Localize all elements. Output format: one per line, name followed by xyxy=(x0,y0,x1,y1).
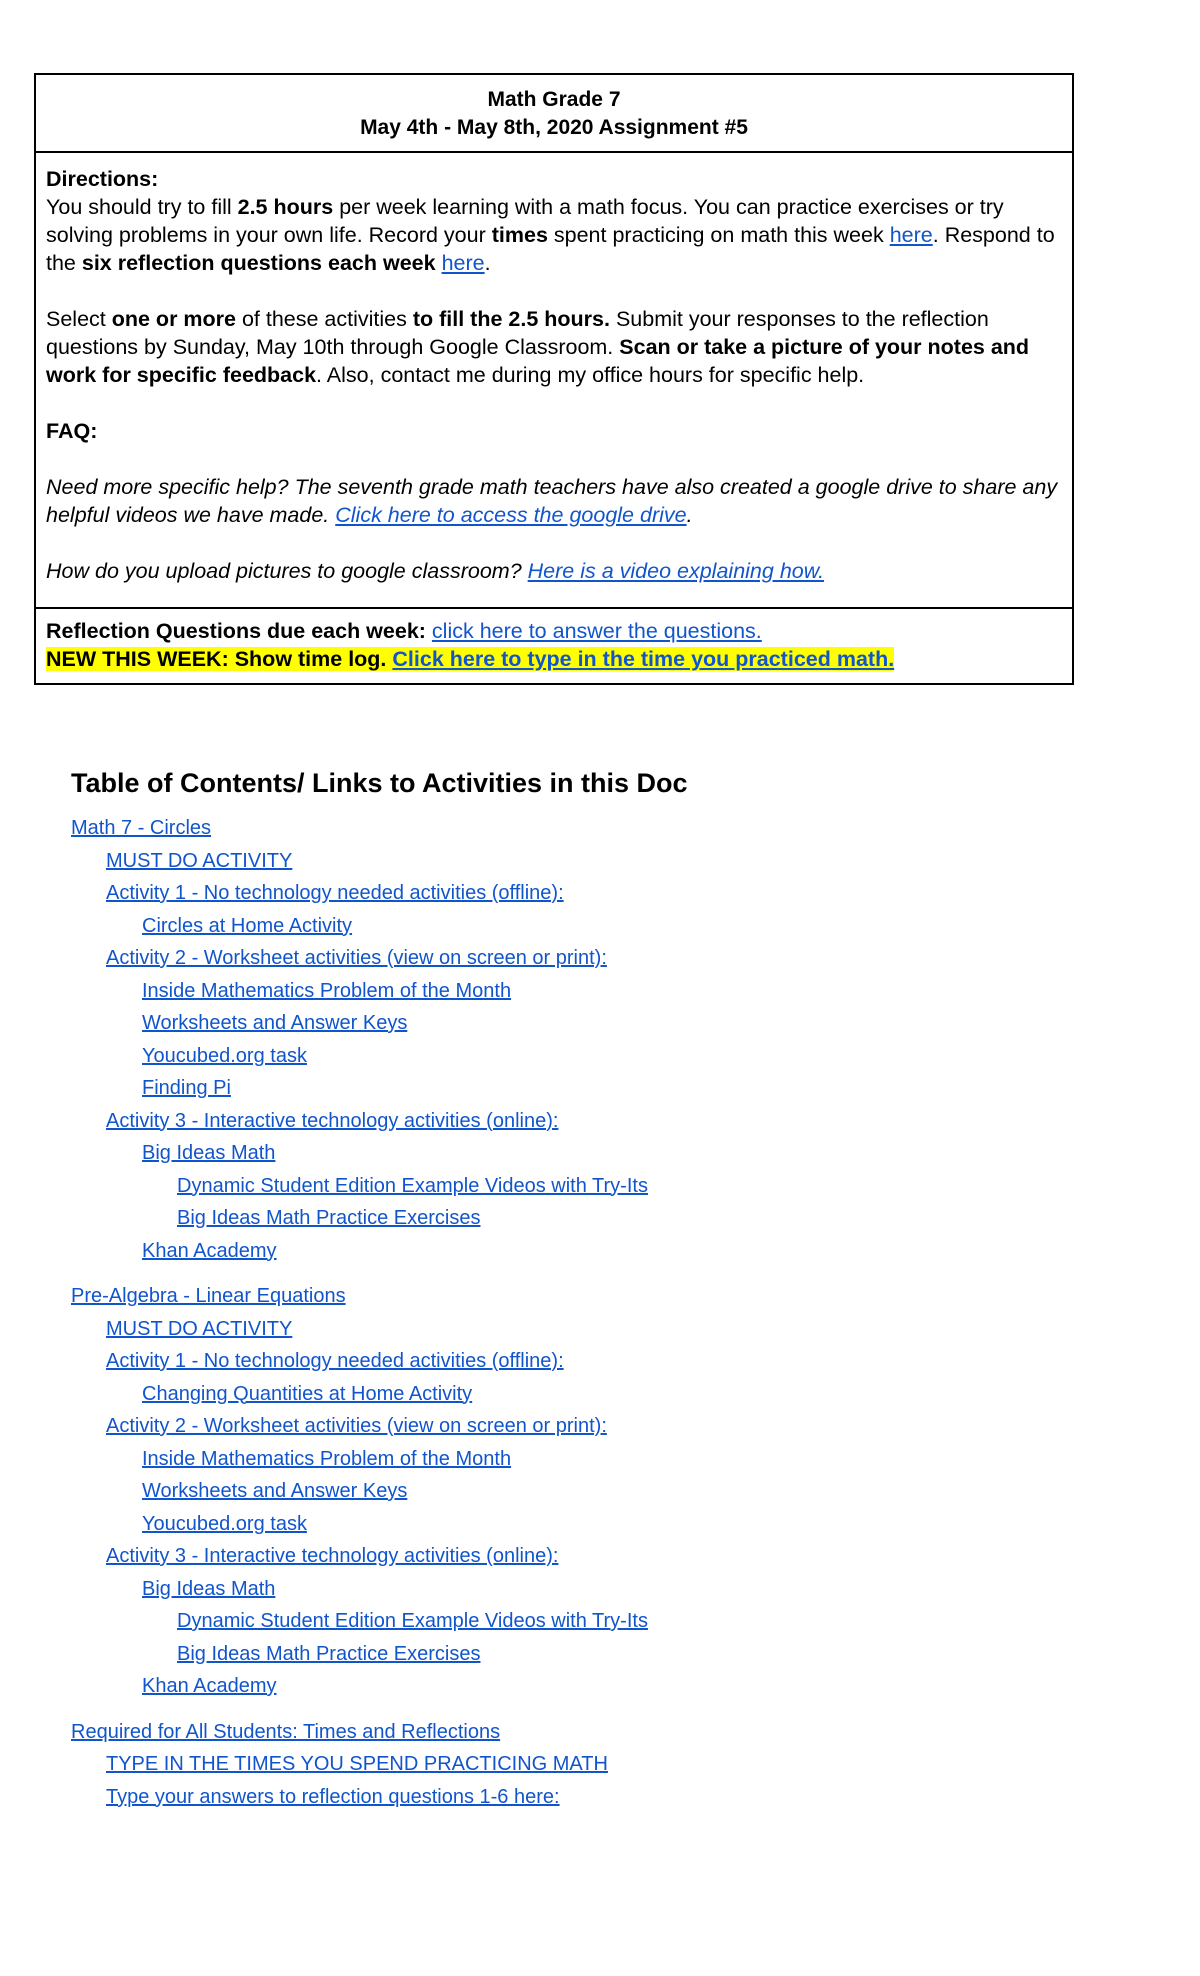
toc-item xyxy=(71,1072,1071,1105)
toc-link[interactable]: Big Ideas Math xyxy=(142,1577,276,1600)
toc-item xyxy=(71,942,1071,975)
directions-paragraph-2: Select one or more of these activities to fill the 2.5 hours. Submit your responses to the reflection questions by Sunday, May 10th through Google Classroom. Scan or take a picture of your notes and work for specific feedback. Also, contact me during my office hours for specific help. xyxy=(46,307,1030,387)
toc-item xyxy=(71,1573,1071,1606)
toc-link[interactable]: MUST DO ACTIVITY xyxy=(106,849,293,872)
reflection-questions-link[interactable]: here xyxy=(441,251,485,275)
toc-item xyxy=(71,1378,1071,1411)
toc-link[interactable]: Pre-Algebra - Linear Equations xyxy=(71,1285,346,1307)
toc-link[interactable]: Activity 1 - No technology needed activities (offline): xyxy=(106,882,564,904)
toc-item xyxy=(71,1040,1071,1073)
toc-link[interactable]: Activity 2 - Worksheet activities (view on screen or print): xyxy=(106,947,607,969)
toc-item xyxy=(71,1748,1071,1781)
toc-title: Table of Contents/ Links to Activities in this Doc xyxy=(71,768,688,798)
toc-link[interactable]: Worksheets and Answer Keys xyxy=(142,1012,408,1034)
toc-link[interactable]: Worksheets and Answer Keys xyxy=(142,1480,408,1502)
faq-item-google-drive: Need more specific help? The seventh grade math teachers have also created a google drive to share any helpful videos we have made. Click here to access the google drive. xyxy=(46,475,1058,527)
toc-item xyxy=(71,1475,1071,1508)
upload-video-link[interactable]: Here is a video explaining how. xyxy=(527,559,825,583)
toc-link[interactable]: Youcubed.org task xyxy=(142,1512,307,1535)
directions-label: Directions: xyxy=(46,167,159,191)
toc-link[interactable]: Required for All Students: Times and Reflections xyxy=(71,1720,501,1743)
toc-item xyxy=(71,1716,1071,1749)
toc-item xyxy=(71,1638,1071,1671)
toc-link[interactable]: Activity 2 - Worksheet activities (view on screen or print): xyxy=(106,1415,607,1437)
toc-item xyxy=(71,910,1071,943)
toc-item xyxy=(71,1137,1071,1170)
toc-link[interactable]: Big Ideas Math Practice Exercises xyxy=(177,1642,481,1665)
toc-item xyxy=(71,877,1071,910)
toc-link[interactable]: Dynamic Student Edition Example Videos with Try-Its xyxy=(177,1610,648,1632)
toc-link[interactable]: Activity 3 - Interactive technology activities (online): xyxy=(106,1109,559,1132)
toc-item xyxy=(71,1781,1071,1814)
faq-item-upload-pictures: How do you upload pictures to google classroom? Here is a video explaining how. xyxy=(46,559,825,583)
table-of-contents xyxy=(71,812,1071,1813)
assignment-dates: May 4th - May 8th, 2020 Assignment #5 xyxy=(360,116,748,139)
reflection-footer xyxy=(36,609,1072,683)
toc-link[interactable]: Changing Quantities at Home Activity xyxy=(142,1382,473,1405)
google-drive-link[interactable]: Click here to access the google drive xyxy=(335,503,687,527)
toc-item xyxy=(71,1670,1071,1703)
toc-item xyxy=(71,1235,1071,1268)
toc-link[interactable]: Inside Mathematics Problem of the Month xyxy=(142,979,512,1002)
toc-item xyxy=(71,1345,1071,1378)
toc-item xyxy=(71,1105,1071,1138)
toc-link[interactable]: Inside Mathematics Problem of the Month xyxy=(142,1447,512,1470)
assignment-header xyxy=(36,75,1072,153)
toc-link[interactable]: Circles at Home Activity xyxy=(142,914,353,937)
assignment-box xyxy=(34,73,1074,685)
toc-item xyxy=(71,1202,1071,1235)
toc-item xyxy=(71,845,1071,878)
toc-item xyxy=(71,1280,1071,1313)
time-practiced-link[interactable]: Click here to type in the time you practiced math. xyxy=(392,647,895,671)
toc-link[interactable]: Big Ideas Math Practice Exercises xyxy=(177,1207,481,1229)
toc-item xyxy=(71,1007,1071,1040)
toc-item xyxy=(71,1508,1071,1541)
answer-questions-link[interactable]: click here to answer the questions. xyxy=(431,619,762,643)
toc-link[interactable]: Type your answers to reflection questions 1-6 here: xyxy=(106,1785,560,1808)
toc-item xyxy=(71,1170,1071,1203)
reflection-line: Reflection Questions due each week: click here to answer the questions. xyxy=(46,619,762,643)
toc-link[interactable]: Dynamic Student Edition Example Videos with Try-Its xyxy=(177,1174,648,1197)
toc-item xyxy=(71,1410,1071,1443)
toc-item xyxy=(71,975,1071,1008)
time-log-link[interactable]: here xyxy=(889,223,933,247)
toc-item xyxy=(71,1605,1071,1638)
toc-link[interactable]: Math 7 - Circles xyxy=(71,817,212,839)
toc-link[interactable]: TYPE IN THE TIMES YOU SPEND PRACTICING MATH xyxy=(106,1753,608,1775)
toc-link[interactable]: Activity 1 - No technology needed activities (offline): xyxy=(106,1350,564,1372)
course-title: Math Grade 7 xyxy=(487,88,621,111)
faq-label: FAQ: xyxy=(46,419,98,443)
new-this-week-line: NEW THIS WEEK: Show time log. Click here to type in the time you practiced math. xyxy=(46,647,895,671)
toc-link[interactable]: Big Ideas Math xyxy=(142,1142,276,1164)
toc-link[interactable]: Finding Pi xyxy=(142,1077,231,1099)
toc-item xyxy=(71,812,1071,845)
toc-link[interactable]: Khan Academy xyxy=(142,1675,277,1697)
toc-item xyxy=(71,1540,1071,1573)
toc-item xyxy=(71,1443,1071,1476)
directions-section xyxy=(36,153,1072,609)
toc-link[interactable]: MUST DO ACTIVITY xyxy=(106,1317,293,1340)
toc-link[interactable]: Youcubed.org task xyxy=(142,1044,307,1067)
toc-item xyxy=(71,1313,1071,1346)
toc-link[interactable]: Khan Academy xyxy=(142,1239,277,1262)
toc-link[interactable]: Activity 3 - Interactive technology activities (online): xyxy=(106,1545,559,1567)
directions-paragraph-1: You should try to fill 2.5 hours per week learning with a math focus. You can practice exercises or try solving problems in your own life. Record your times spent practicing on math this week here. Respond to the six reflection questions each week here. xyxy=(46,195,1055,275)
